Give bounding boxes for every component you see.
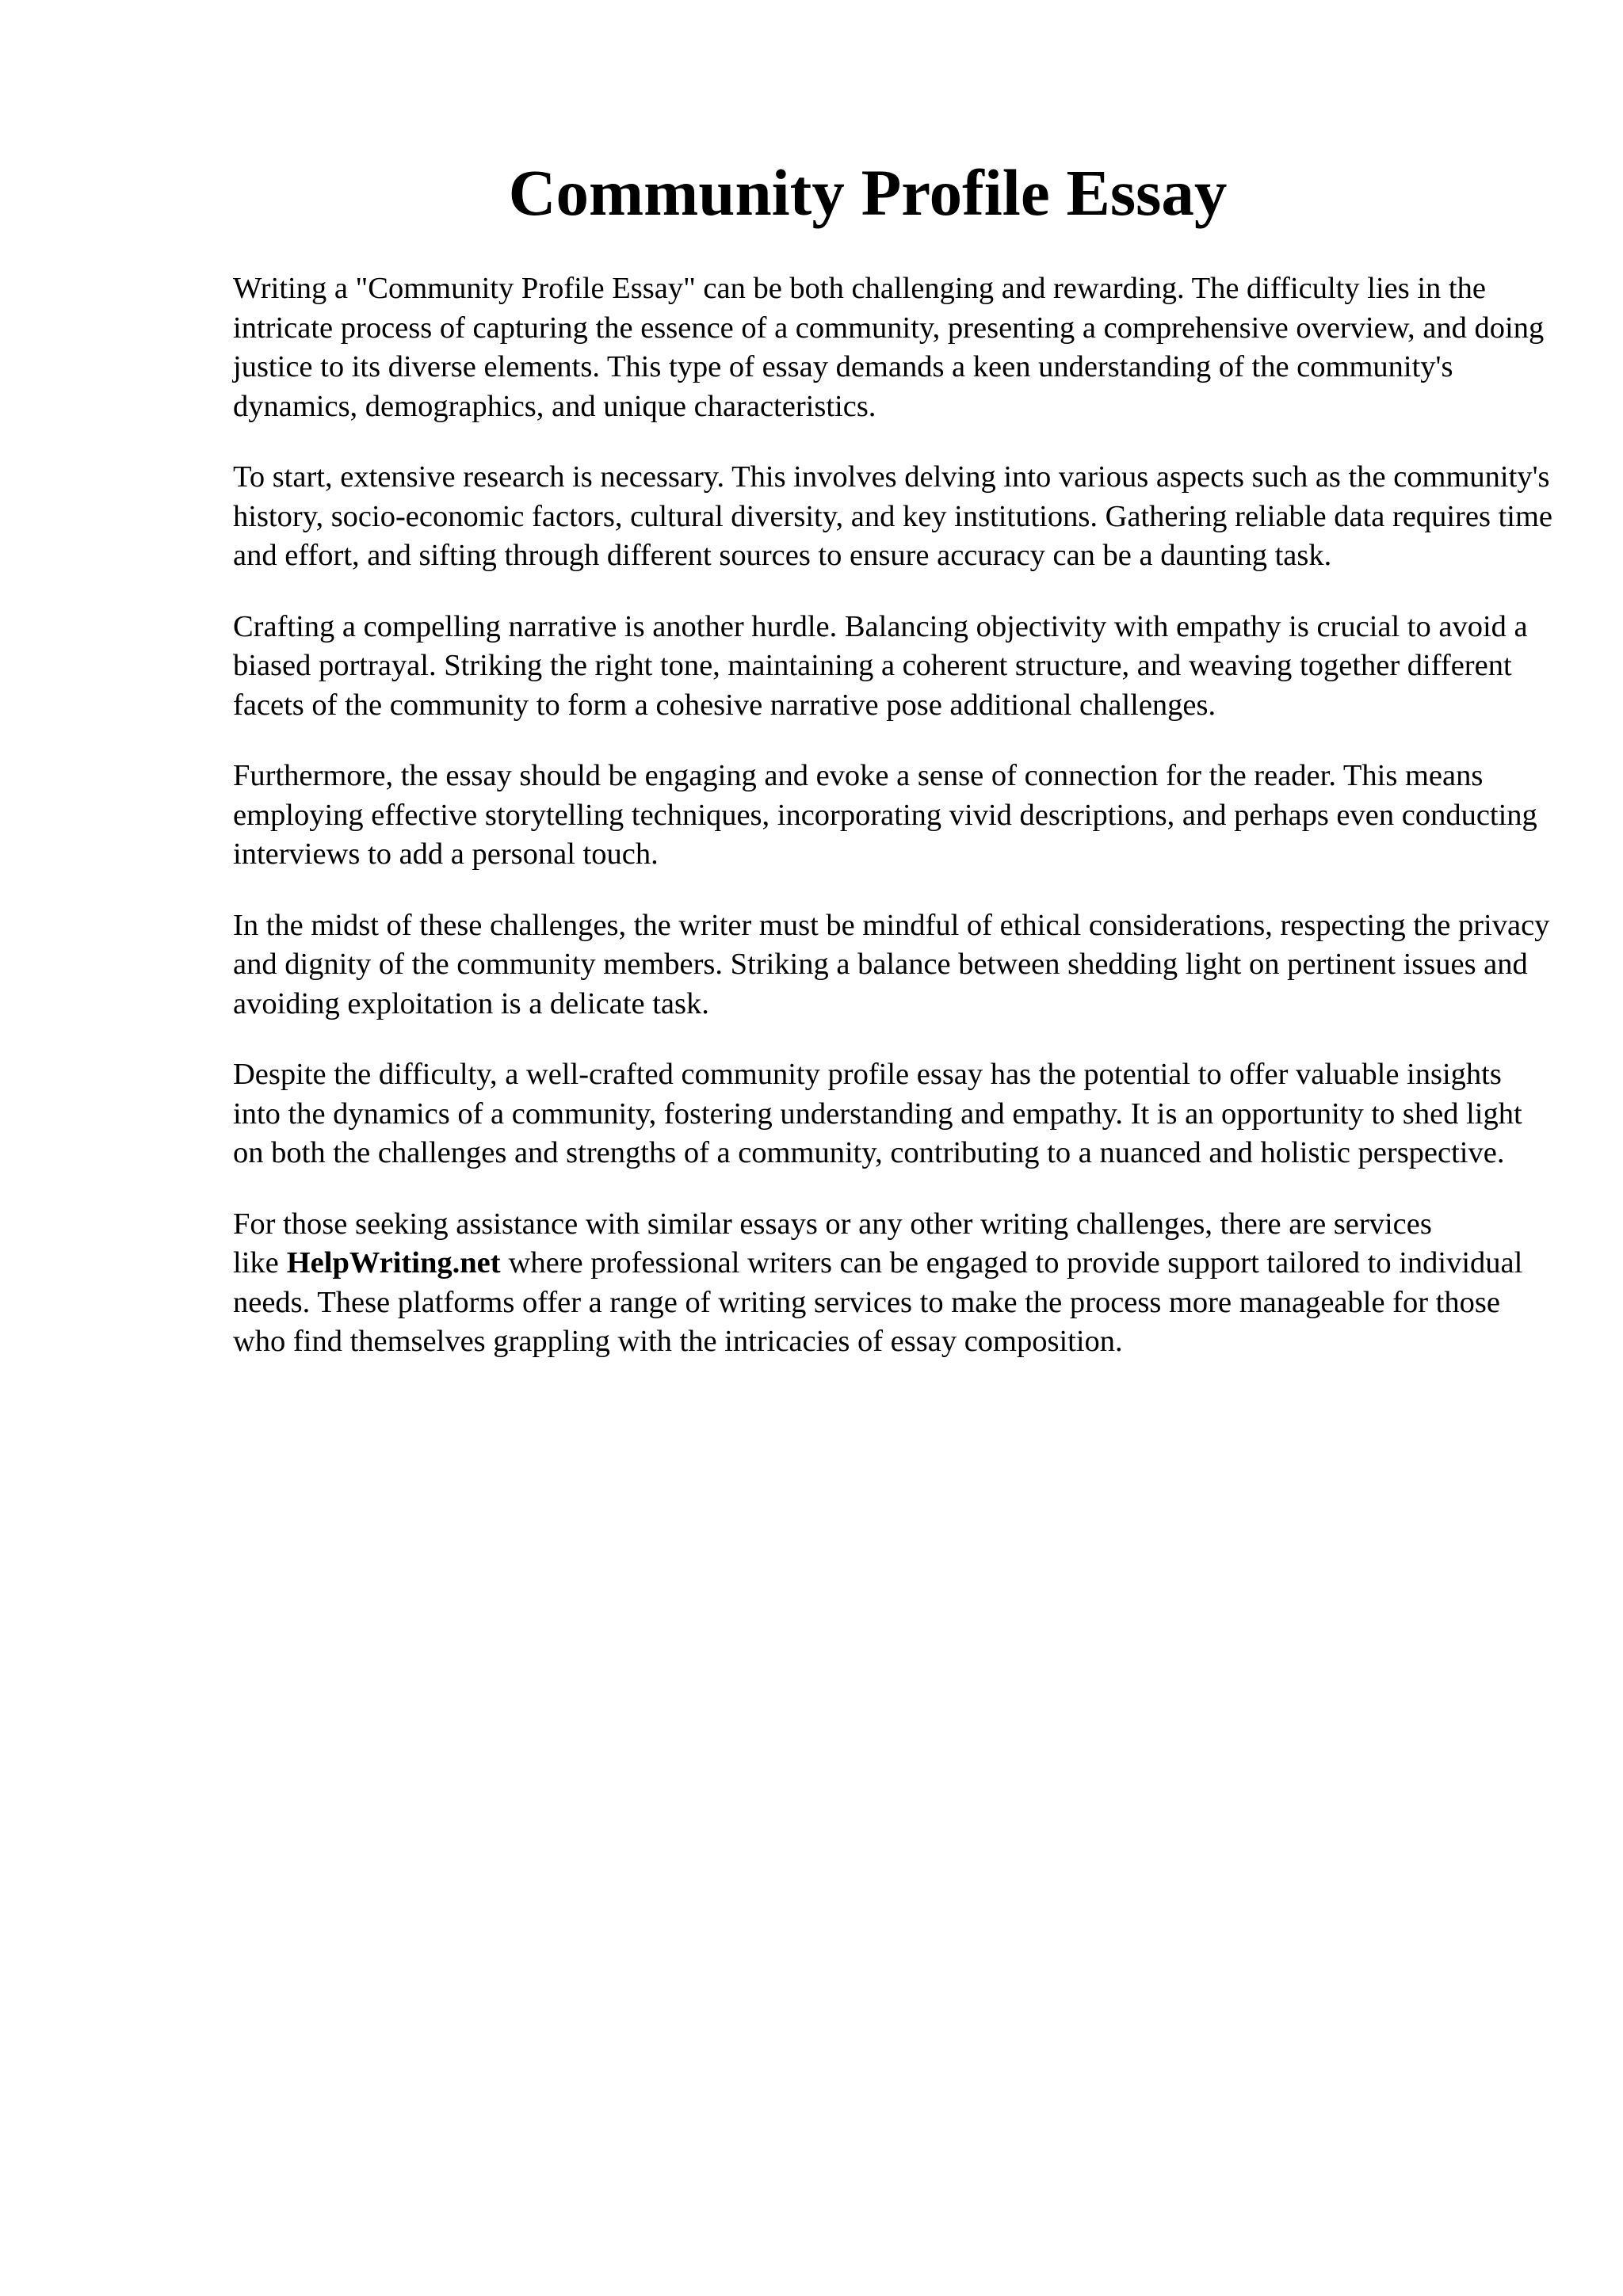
paragraph-4: Furthermore, the essay should be engaging and evoke a sense of connection for the reader. This means employing effective storytelling techniques, incorporating vivid descriptions, and perhaps even conducting interviews to add a personal touch. bbox=[233, 759, 1537, 871]
paragraph-7-text-before-link: For those seeking assistance with similar essays or any other writing challenges, there are services like bbox=[233, 1207, 1432, 1280]
paragraph-6: Despite the difficulty, a well-crafted community profile essay has the potential to offer valuable insights into the dynamics of a community, fostering understanding and empathy. It is an opportunity to shed light on both the challenges and strengths of a community, contributing to a nuanced and holistic perspective. bbox=[233, 1058, 1522, 1169]
paragraph-7 bbox=[233, 1205, 1552, 1362]
paragraph-5: In the midst of these challenges, the writer must be mindful of ethical considerations, respecting the privacy and dignity of the community members. Striking a balance between shedding light on pertinent issues and avoiding exploitation is a delicate task. bbox=[233, 908, 1550, 1020]
document-title: Community Profile Essay bbox=[508, 156, 1228, 229]
paragraph-3: Crafting a compelling narrative is another hurdle. Balancing objectivity with empathy is crucial to avoid a biased portrayal. Striking the right tone, maintaining a coherent structure, and weaving together different facets of the community to form a cohesive narrative pose additional challenges. bbox=[233, 609, 1528, 722]
paragraph-1: Writing a "Community Profile Essay" can be both challenging and rewarding. The difficulty lies in the intricate process of capturing the essence of a community, presenting a comprehensive overview, and doing justice to its diverse elements. This type of essay demands a keen understanding of the community's dynamics, demographics, and unique characteristics. bbox=[233, 272, 1545, 423]
paragraph-7-text-after-link: where professional writers can be engaged to provide support tailored to individual needs. These platforms offer a range of writing services to make the process more manageable for those who find themselves grappling with the intricacies of essay composition. bbox=[233, 1246, 1523, 1358]
paragraph-2: To start, extensive research is necessary. This involves delving into various aspects such as the community's history, socio-economic factors, cultural diversity, and key institutions. Gathering reliable data requires time and effort, and sifting through different sources to ensure accuracy can be a daunting task. bbox=[233, 460, 1552, 572]
helpwriting-link[interactable]: HelpWriting.net bbox=[286, 1246, 501, 1280]
document-body bbox=[233, 269, 1552, 1394]
